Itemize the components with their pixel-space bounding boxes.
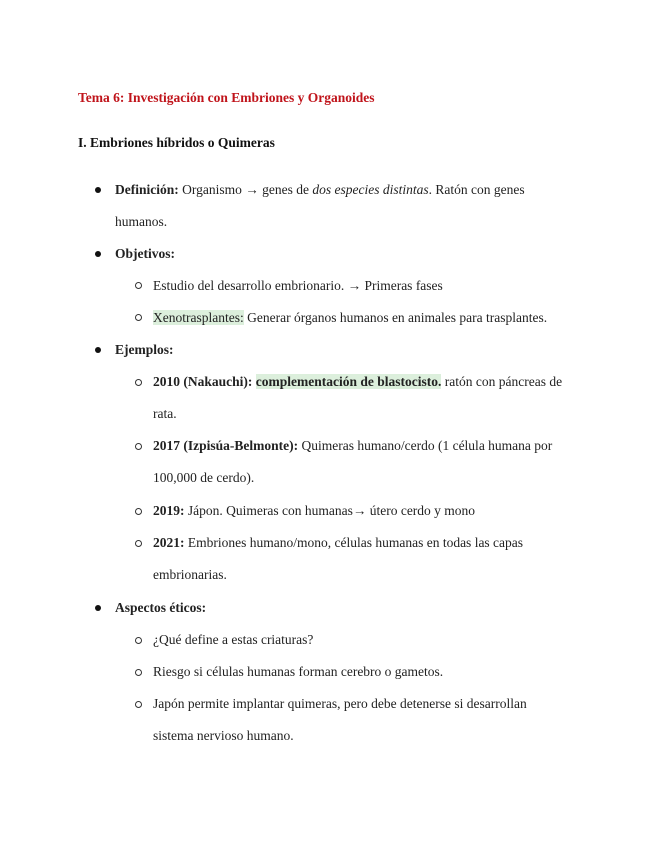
ejemplo-2019-text: Jápon. Quimeras con humanas→ útero cerdo y mono xyxy=(184,503,476,518)
bullet-circle xyxy=(135,508,142,515)
definicion-italic: dos especies distintas xyxy=(312,182,429,197)
aspecto-3-continuation: sistema nervioso humano. xyxy=(153,728,294,743)
xenotrasplantes-highlight: Xenotrasplantes: xyxy=(153,310,244,325)
aspecto-2: Riesgo si células humanas forman cerebro o gametos. xyxy=(153,664,444,679)
bullet-disc xyxy=(95,251,101,257)
ejemplos-label: Ejemplos: xyxy=(115,342,174,357)
objetivos-label: Objetivos: xyxy=(115,246,175,261)
objetivos-item-2 xyxy=(153,309,547,327)
definicion-continuation: humanos. xyxy=(115,214,168,229)
page-title: Tema 6: Investigación con Embriones y Organoides xyxy=(78,90,375,105)
bullet-circle xyxy=(135,282,142,289)
bullet-disc xyxy=(95,605,101,611)
ejemplo-2021 xyxy=(153,534,523,552)
definicion-line xyxy=(115,181,525,199)
ejemplo-2017-label: 2017 (Izpisúa-Belmonte): xyxy=(153,438,299,453)
ejemplo-2019 xyxy=(153,502,475,520)
definicion-text: Organismo → genes de xyxy=(178,182,313,197)
bullet-disc xyxy=(95,187,101,193)
ejemplo-2021-text: Embriones humano/mono, células humanas en todas las capas xyxy=(184,535,524,550)
bullet-circle xyxy=(135,637,142,644)
bullet-circle xyxy=(135,669,142,676)
definicion-text-2: . Ratón con genes xyxy=(428,182,525,197)
ejemplo-2017-continuation: 100,000 de cerdo). xyxy=(153,470,255,485)
ejemplo-2017 xyxy=(153,437,552,455)
ejemplo-2010-label: 2010 (Nakauchi): xyxy=(153,374,253,389)
definicion-label: Definición: xyxy=(115,182,179,197)
aspecto-3: Japón permite implantar quimeras, pero debe detenerse si desarrollan xyxy=(153,696,527,711)
bullet-disc xyxy=(95,347,101,353)
ejemplo-2019-label: 2019: xyxy=(153,503,185,518)
ejemplo-2021-label: 2021: xyxy=(153,535,185,550)
blastocisto-highlight: complementación de blastocisto. xyxy=(255,374,442,389)
aspecto-1: ¿Qué define a estas criaturas? xyxy=(153,632,314,647)
bullet-circle xyxy=(135,314,142,321)
bullet-circle xyxy=(135,701,142,708)
section-heading: I. Embriones híbridos o Quimeras xyxy=(78,135,275,150)
ejemplo-2010-continuation: rata. xyxy=(153,406,177,421)
objetivos-item-2-text: Generar órganos humanos en animales para trasplantes. xyxy=(243,310,548,325)
bullet-circle xyxy=(135,443,142,450)
bullet-circle xyxy=(135,540,142,547)
ejemplo-2010 xyxy=(153,373,562,391)
aspectos-label: Aspectos éticos: xyxy=(115,600,207,615)
ejemplo-2021-continuation: embrionarias. xyxy=(153,567,227,582)
ejemplo-2017-text: Quimeras humano/cerdo (1 célula humana por xyxy=(298,438,553,453)
ejemplo-2010-text: ratón con páncreas de xyxy=(441,374,563,389)
bullet-circle xyxy=(135,379,142,386)
objetivos-item-1: Estudio del desarrollo embrionario. → Primeras fases xyxy=(153,278,443,293)
